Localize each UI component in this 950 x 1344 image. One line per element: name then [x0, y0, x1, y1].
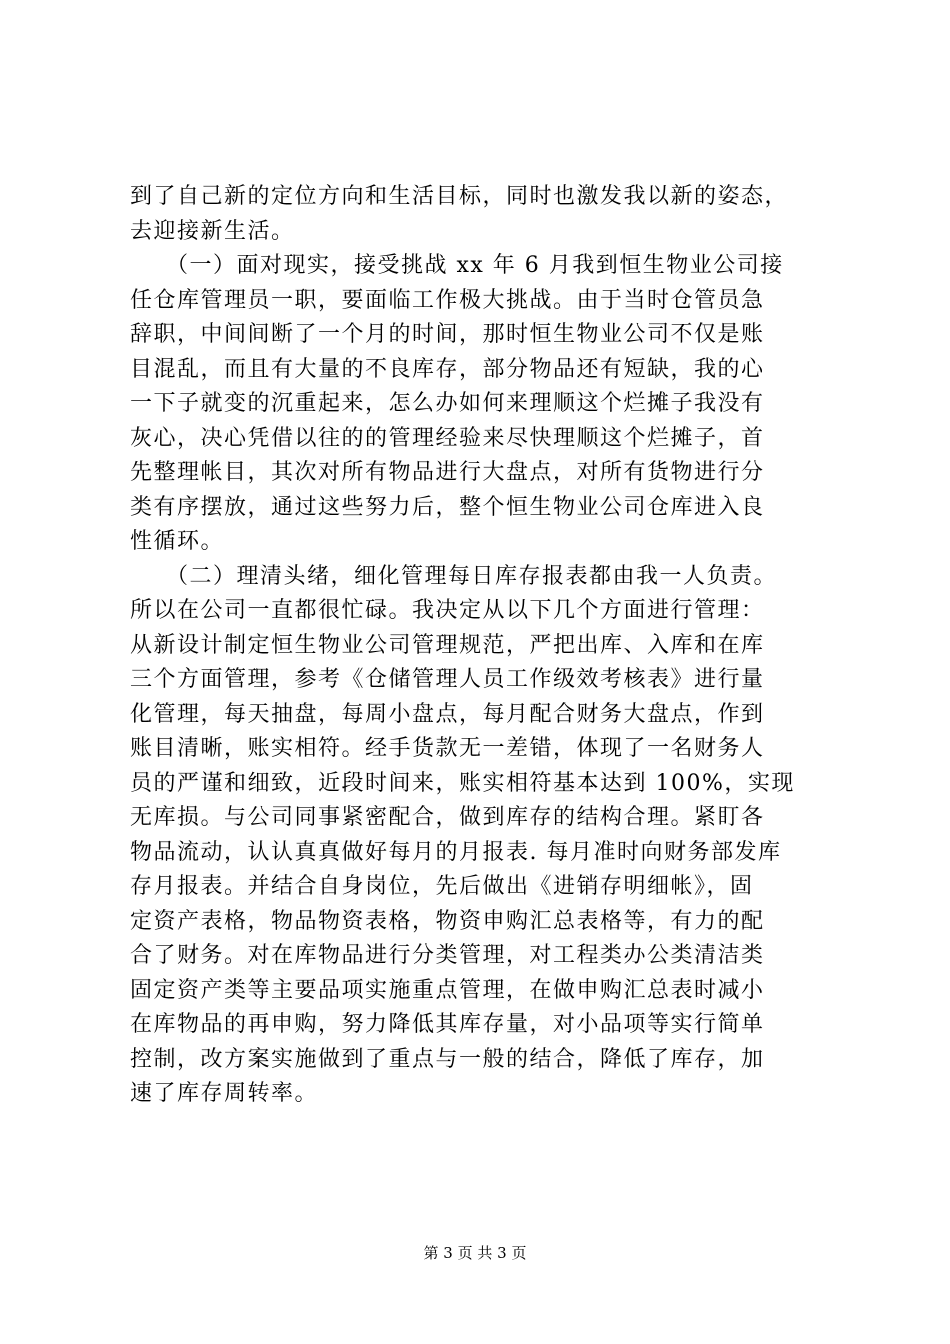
text-line: 速了库存周转率。: [130, 1081, 319, 1106]
text-line: 所以在公司一直都很忙碌。我决定从以下几个方面进行管理：: [130, 598, 765, 623]
text-line: 类有序摆放，通过这些努力后，整个恒生物业公司仓库进入良: [130, 494, 765, 520]
text-line: 去迎接新生活。: [130, 218, 295, 244]
text-line: 定资产表格，物品物资表格，物资申购汇总表格等，有力的配: [130, 908, 765, 934]
text-line: 化管理，每天抽盘，每周小盘点，每月配合财务大盘点，作到: [130, 701, 765, 727]
body-text: [130, 180, 820, 1112]
text-line: 账目清晰，账实相符。经手货款无一差错，体现了一名财务人: [130, 736, 765, 761]
text-line: 从新设计制定恒生物业公司管理规范，严把出库、入库和在库: [130, 632, 765, 658]
text-line: 固定资产类等主要品项实施重点管理，在做申购汇总表时减小: [130, 977, 765, 1003]
text-line: 员的严谨和细致，近段时间来，账实相符基本达到 100%，实现: [130, 770, 795, 796]
text-line: 目混乱，而且有大量的不良库存，部分物品还有短缺，我的心: [130, 356, 765, 382]
text-line: 辞职，中间间断了一个月的时间，那时恒生物业公司不仅是账: [130, 322, 765, 347]
text-line: 到了自己新的定位方向和生活目标，同时也激发我以新的姿态，: [130, 184, 789, 209]
text-line: 一下子就变的沉重起来，怎么办如何来理顺这个烂摊子我没有: [130, 391, 765, 416]
text-line: 控制，改方案实施做到了重点与一般的结合，降低了库存，加: [130, 1046, 765, 1072]
page-footer: [0, 1243, 950, 1263]
text-line: （二）理清头绪，细化管理每日库存报表都由我一人负责。: [130, 563, 778, 589]
text-line: 合了财务。对在库物品进行分类管理，对工程类办公类清洁类: [130, 943, 765, 968]
text-line: 先整理帐目，其次对所有物品进行大盘点，对所有货物进行分: [130, 460, 765, 485]
text-line: （一）面对现实，接受挑战 xx 年 6 月我到恒生物业公司接: [130, 253, 784, 278]
text-line: 灰心，决心凭借以往的的管理经验来尽快理顺这个烂摊子，首: [130, 425, 765, 451]
text-line: 物品流动，认认真真做好每月的月报表. 每月准时向财务部发库: [130, 839, 782, 865]
text-line: 在库物品的再申购，努力降低其库存量，对小品项等实行简单: [130, 1012, 765, 1037]
text-line: 性循环。: [130, 529, 225, 554]
page-number-label: 第 3 页 共 3 页: [423, 1244, 527, 1262]
text-line: 三个方面管理，参考《仓储管理人员工作级效考核表》进行量: [130, 667, 765, 692]
text-line: 存月报表。并结合自身岗位，先后做出《进销存明细帐》，固: [130, 874, 754, 899]
text-line: 任仓库管理员一职，要面临工作极大挑战。由于当时仓管员急: [130, 287, 765, 313]
text-line: 无库损。与公司同事紧密配合，做到库存的结构合理。紧盯各: [130, 805, 765, 830]
